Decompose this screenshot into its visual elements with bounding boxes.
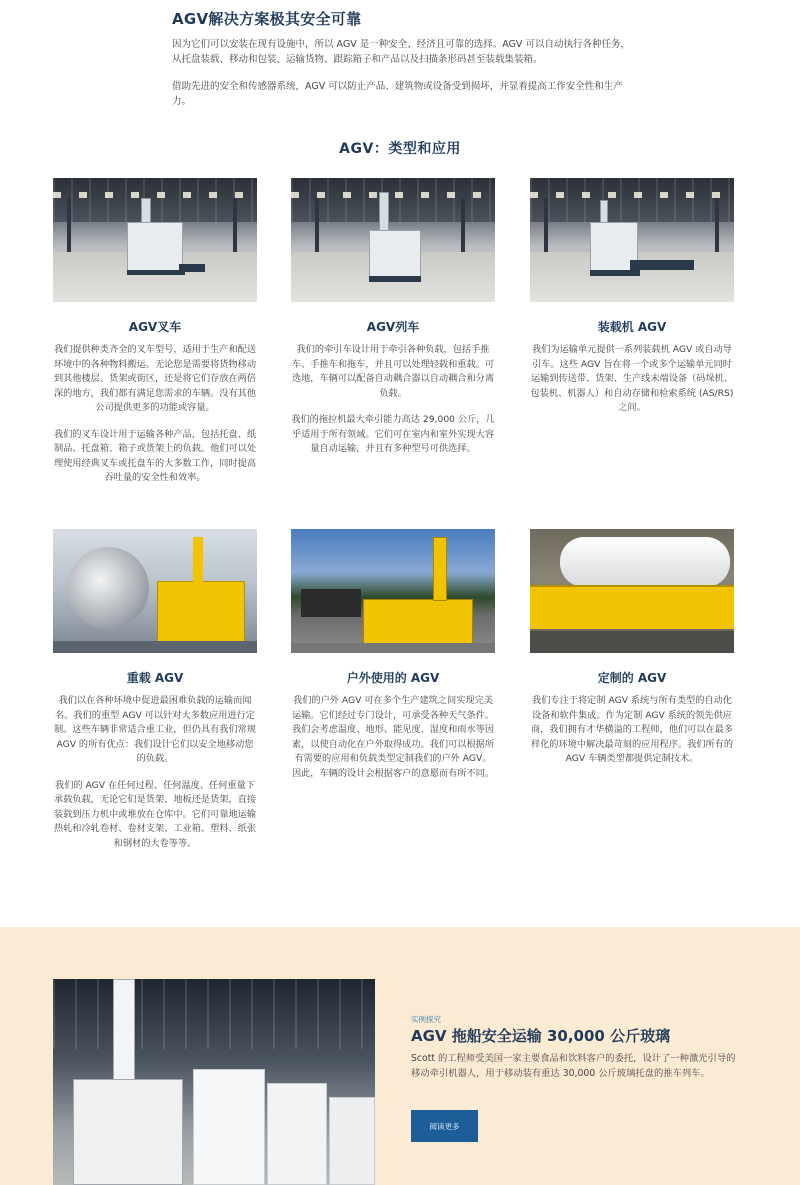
card-paragraph: 我们专注于将定制 AGV 系统与所有类型的自动化设备和软件集成。作为定制 AGV 系统的领先供应商，我们拥有才华横溢的工程师，他们可以在最多样化的环境中解决最苛刻的应用程序。我们所有的 AGV 车辆类型都提供定制技术。: [530, 695, 734, 764]
card-outdoor: [291, 529, 495, 793]
case-study-image: [53, 979, 375, 1185]
intro-section: [172, 8, 632, 121]
card-title: 户外使用的 AGV: [346, 671, 440, 685]
card-paragraph: 我们的户外 AGV 可在多个生产建筑之间实现完美运输。它们经过专门设计，可承受各种天气条件。我们会考虑温度、地形、能见度、湿度和雨水等因素，以使自动化在户外取得成功。我们可以根据所有需要的应用和负载类型定制我们的户外 AGV。因此，车辆的设计会根据客户的意愿而有所不同。: [291, 695, 495, 779]
loader-agv-image: [530, 178, 734, 302]
card-paragraph: 我们的叉车设计用于运输各种产品，包括托盘、纸制品、托盘箱、箱子或货架上的负载。他们可以处理使用经典叉车或托盘车的大多数工作，同时提高吞吐量的安全性和效率。: [53, 428, 257, 483]
card-paragraph: 我们的牵引车设计用于牵引各种负载，包括手推车、手推车和拖车，并且可以处理轻载和重载。可选地，车辆可以配备自动耦合器以自动耦合和分离负载。: [291, 344, 495, 399]
card-title: 定制的 AGV: [597, 671, 667, 685]
card-title: AGV叉车: [128, 320, 182, 334]
card-title: 重载 AGV: [126, 671, 184, 685]
intro-paragraph-2: 借助先进的安全和传感器系统，AGV 可以防止产品、建筑物或设备受到损坏，并显着提高工作安全性和生产力。: [172, 81, 623, 107]
section-title: AGV：类型和应用: [339, 141, 461, 157]
forklift-agv-image: [53, 178, 257, 302]
heavy-agv-image: [53, 529, 257, 653]
card-forklift: [53, 178, 257, 498]
card-title: AGV列车: [366, 320, 420, 334]
card-paragraph: 我们以在各种环境中促进最困难负载的运输而闻名。我们的重型 AGV 可以针对大多数应用进行定制。这些车辆非常适合重工业，但仍具有我们常规 AGV 的所有优点：我们设计它们以安全地移动您的负载。: [53, 695, 257, 764]
card-train: [291, 178, 495, 469]
case-study-section: [0, 927, 800, 1185]
case-study-text: Scott 的工程师受美国一家主要食品和饮料客户的委托，设计了一种激光引导的移动牵引机器人，用于移动装有重达 30,000 公斤玻璃托盘的推车列车。: [411, 1053, 736, 1079]
case-study-title: AGV 拖船安全运输 30,000 公斤玻璃: [411, 1027, 671, 1045]
intro-title: AGV解决方案极其安全可靠: [172, 10, 362, 28]
card-paragraph: 我们的拖拉机最大牵引能力高达 29,000 公斤，几乎适用于所有领域。它们可在室内和室外实现大容量自动运输，并且有多种型号可供选择。: [291, 414, 495, 454]
card-loader: [530, 178, 734, 428]
read-more-button[interactable]: 阅读更多: [411, 1110, 478, 1142]
card-paragraph: 我们为运输单元提供一系列装载机 AGV 或自动导引车。这些 AGV 旨在将一个或多个运输单元同时运输到传送带、货架、生产线末端设备（码垛机、包装机、机器人）和自动存储和检索系统 (AS/RS) 之间。: [530, 344, 734, 413]
custom-agv-image: [530, 529, 734, 653]
tugger-agv-image: [291, 178, 495, 302]
case-study-label: 实例探究: [411, 1015, 441, 1024]
card-custom: [530, 529, 734, 779]
intro-paragraph-1: 因为它们可以安装在现有设施中，所以 AGV 是一种安全、经济且可靠的选择。AGV 可以自动执行各种任务，从托盘装载、移动和包装、运输货物、跟踪箱子和产品以及扫描条形码甚至装载集装箱。: [172, 39, 630, 65]
card-title: 装载机 AGV: [597, 320, 667, 334]
card-paragraph: 我们的 AGV 在任何过程、任何温度、任何重量下承载负载，无论它们是货架、地板还是货架，直接装载到压力机中或堆放在仓库中。它们可靠地运输热轧和冷轧卷材、卷材支架、工业箱、塑料、纸张和钢材的大卷等等。: [53, 779, 257, 849]
outdoor-agv-image: [291, 529, 495, 653]
card-paragraph: 我们提供种类齐全的叉车型号，适用于生产和配送环境中的各种物料搬运。无论您是需要将货物移动到其他楼层、货架或街区，还是将它们存放在两倍深的地方，我们都有满足您需求的车辆。没有其他公司提供更多的功能或容量。: [53, 344, 257, 413]
card-heavy: [53, 529, 257, 863]
